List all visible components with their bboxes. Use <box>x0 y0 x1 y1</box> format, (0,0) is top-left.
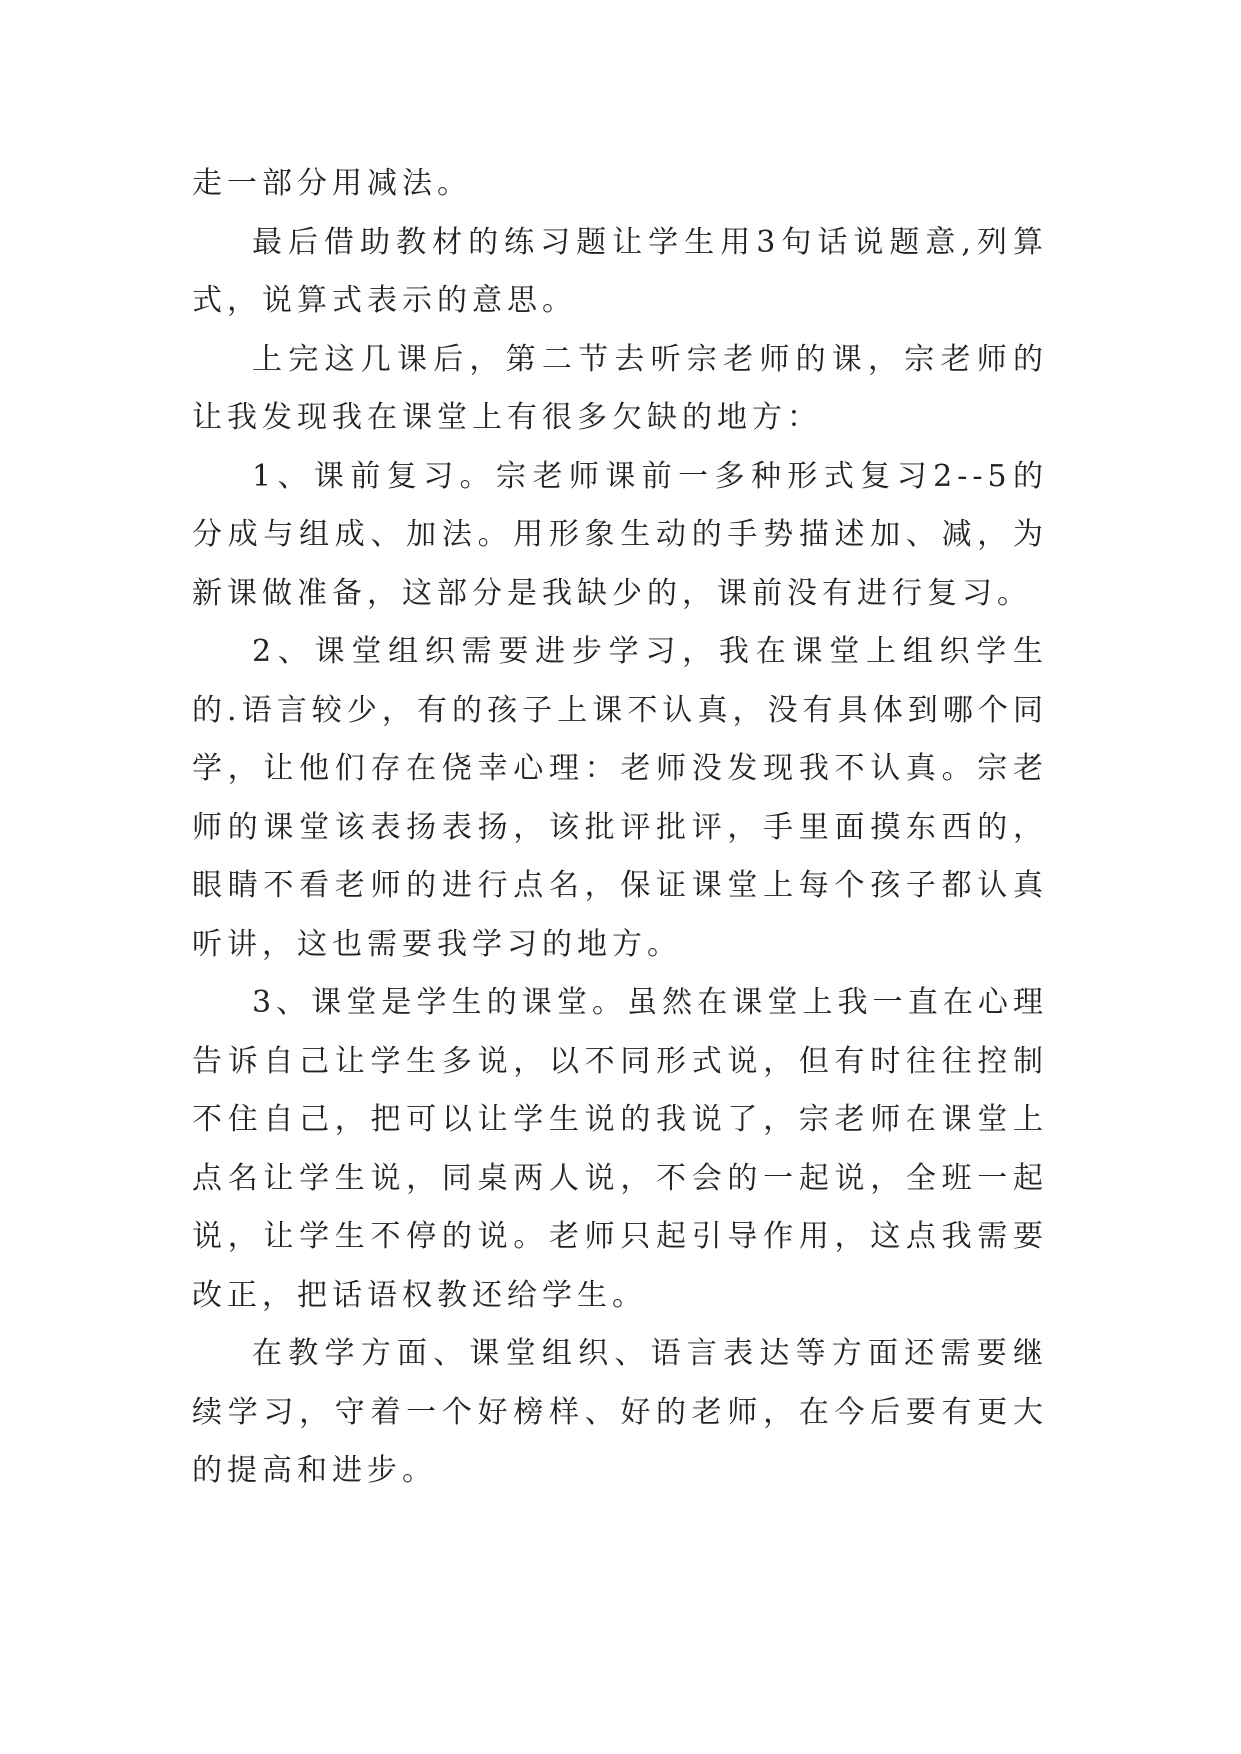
paragraph-point-1: 1、课前复习。宗老师课前一多种形式复习2--5的分成与组成、加法。用形象生动的手势描述加、减，为新课做准备，这部分是我缺少的，课前没有进行复习。 <box>192 458 1048 611</box>
paragraph-conclusion: 在教学方面、课堂组织、语言表达等方面还需要继续学习，守着一个好榜样、好的老师，在今后要有更大的提高和进步。 <box>192 1336 1048 1488</box>
paragraph-observation: 上完这几课后，第二节去听宗老师的课，宗老师的让我发现我在课堂上有很多欠缺的地方： <box>192 341 1048 435</box>
paragraph-exercise: 最后借助教材的练习题让学生用3句话说题意,列算式，说算式表示的意思。 <box>192 224 1048 318</box>
paragraph-point-2: 2、课堂组织需要进步学习，我在课堂上组织学生的.语言较少，有的孩子上课不认真，没有具体到哪个同学，让他们存在侥幸心理：老师没发现我不认真。宗老师的课堂该表扬表扬，该批评批评，手里面摸东西的，眼睛不看老师的进行点名，保证课堂上每个孩子都认真听讲，这也需要我学习的地方。 <box>192 634 1048 962</box>
paragraph-continuation: 走一部分用减法。 <box>192 166 472 201</box>
document-body <box>192 155 1048 1501</box>
paragraph-point-3: 3、课堂是学生的课堂。虽然在课堂上我一直在心理告诉自己让学生多说，以不同形式说，但有时往往控制不住自己，把可以让学生说的我说了，宗老师在课堂上点名让学生说，同桌两人说，不会的一起说，全班一起说，让学生不停的说。老师只起引导作用，这点我需要改正，把话语权教还给学生。 <box>192 985 1048 1313</box>
